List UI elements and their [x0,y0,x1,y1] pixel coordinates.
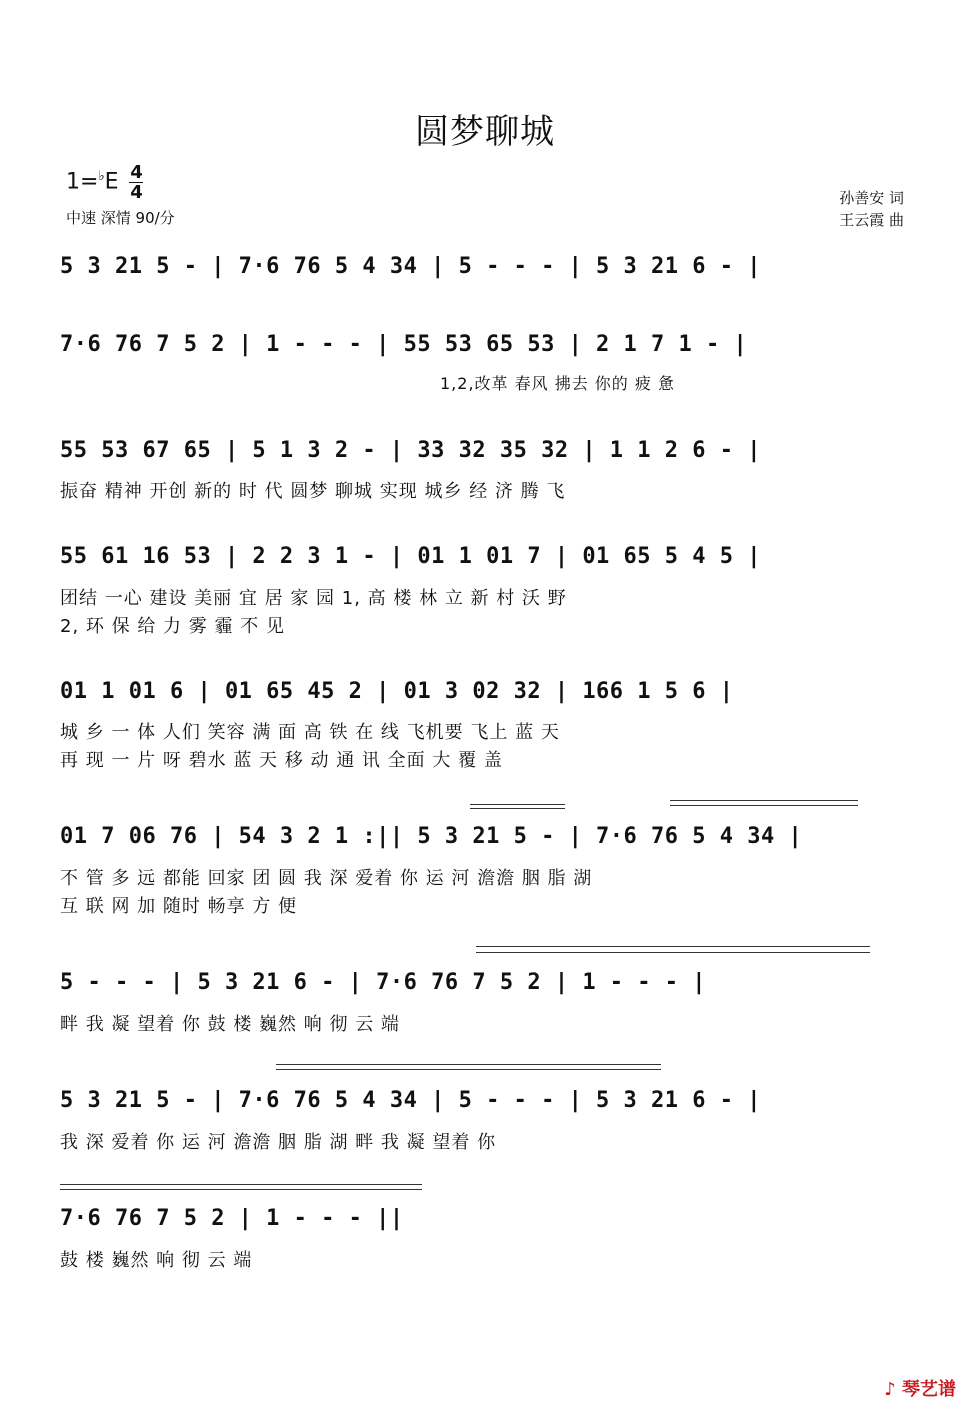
watermark-icon: ♪ [884,1379,896,1400]
music-line: 01 7 06 76 | 54 3 2 1 :|| 5 3 21 5 - | 7·6 76 5 4 34 | [60,824,803,849]
lyric-line: 振奋 精神 开创 新的 时 代 圆梦 聊城 实现 城乡 经 济 腾 飞 [60,481,566,502]
lyric-line: 互 联 网 加 随时 畅享 方 便 [60,896,298,917]
music-line: 5 3 21 5 - | 7·6 76 5 4 34 | 5 - - - | 5 3 21 6 - | [60,254,762,279]
lyric-line: 再 现 一 片 呀 碧水 蓝 天 移 动 通 讯 全面 大 覆 盖 [60,750,503,771]
crescendo-mark [60,1184,422,1185]
lyric-line: 团结 一心 建设 美丽 宜 居 家 园 1, 高 楼 林 立 新 村 沃 野 [60,588,567,609]
lyricist-credit: 孙善安 词 [839,189,904,207]
lyric-line: 我 深 爱着 你 运 河 澹澹 胭 脂 湖 畔 我 凝 望着 你 [60,1132,497,1153]
key-signature [66,163,143,202]
time-numerator: 4 [130,162,143,183]
watermark-logo [884,1375,956,1401]
music-line: 7·6 76 7 5 2 | 1 - - - | 55 53 65 53 | 2 1 7 1 - | [60,332,748,357]
time-denominator: 4 [130,182,143,203]
time-signature [129,163,143,202]
crescendo-mark [476,952,870,953]
watermark-text: 琴艺谱 [902,1379,956,1400]
composer-credit: 王云霞 曲 [839,211,904,229]
lyric-line: 城 乡 一 体 人们 笑容 满 面 高 铁 在 线 飞机要 飞上 蓝 天 [60,722,560,743]
crescendo-mark [670,800,858,801]
song-title: 圆梦聊城 [415,112,555,152]
music-line: 55 53 67 65 | 5 1 3 2 - | 33 32 35 32 | 1 1 2 6 - | [60,438,762,463]
crescendo-mark [470,808,565,809]
tempo-marking: 中速 深情 90/分 [66,209,175,227]
lyric-line: 2, 环 保 给 力 雾 霾 不 见 [60,616,285,637]
music-line: 5 - - - | 5 3 21 6 - | 7·6 76 7 5 2 | 1 - - - | [60,970,707,995]
lyric-line: 1,2,改革 春风 拂去 你的 疲 惫 [440,374,675,393]
flat-sign: ♭ [98,169,105,185]
lyric-line: 不 管 多 远 都能 回家 团 圆 我 深 爱着 你 运 河 澹澹 胭 脂 湖 [60,868,593,889]
crescendo-mark [276,1069,661,1070]
music-line: 01 1 01 6 | 01 65 45 2 | 01 3 02 32 | 166 1 5 6 | [60,679,734,704]
crescendo-mark [470,804,565,805]
crescendo-mark [670,805,858,806]
music-line: 7·6 76 7 5 2 | 1 - - - || [60,1206,404,1231]
key-prefix: 1= [66,169,99,195]
crescendo-mark [476,946,870,947]
lyric-line: 畔 我 凝 望着 你 鼓 楼 巍然 响 彻 云 端 [60,1014,400,1035]
music-line: 5 3 21 5 - | 7·6 76 5 4 34 | 5 - - - | 5 3 21 6 - | [60,1088,762,1113]
music-line: 55 61 16 53 | 2 2 3 1 - | 01 1 01 7 | 01 65 5 4 5 | [60,544,762,569]
crescendo-mark [276,1064,661,1065]
crescendo-mark [60,1189,422,1190]
lyric-line: 鼓 楼 巍然 响 彻 云 端 [60,1250,253,1271]
key-note: E [104,169,119,195]
